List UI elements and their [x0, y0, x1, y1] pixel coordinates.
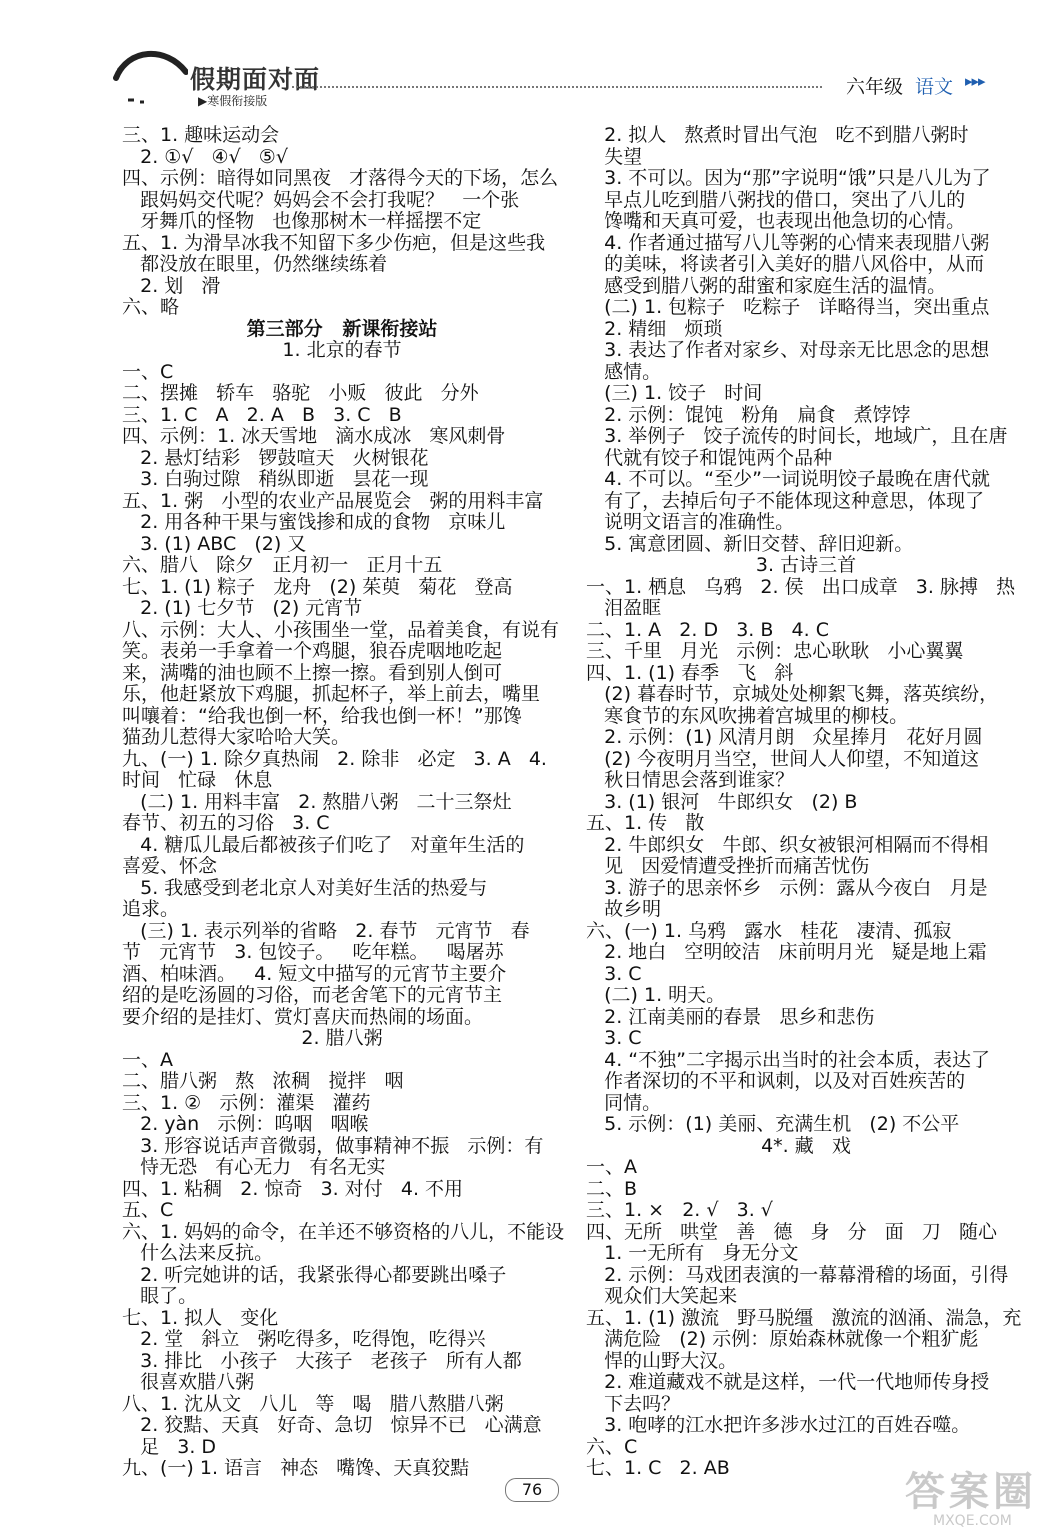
lesson-title: 3. 古诗三首	[755, 554, 857, 576]
answer-line: 跟妈妈交代呢？妈妈会不会打我呢？ 一个张	[122, 188, 520, 211]
answer-line: 3. 举例子 饺子流传的时间长，地域广，且在唐	[586, 425, 1008, 447]
answer-column-right	[586, 125, 1026, 1480]
answer-line: 要介绍的是挂灯、赏灯喜庆而热闹的场面。	[122, 1005, 484, 1028]
page-number: 76	[505, 1478, 559, 1502]
answer-line: (二) 1. 包粽子 吃粽子 详略得当，突出重点	[586, 296, 990, 318]
answer-line: 恃无恐 有心无力 有名无实	[122, 1156, 386, 1178]
answer-line: 故乡明	[586, 898, 662, 920]
answer-line: 四、无所 哄堂 善 德 身 分 面 刀 随心	[586, 1220, 997, 1243]
answer-line: 节 元宵节 3. 包饺子。 吃年糕。 喝屠苏	[122, 941, 504, 963]
answer-line: 三、1. 趣味运动会	[122, 124, 280, 146]
answer-line: 4. 不可以。“至少”一词说明饺子最晚在唐代就	[586, 468, 990, 490]
answer-line: 时间 忙碌 休息	[122, 769, 273, 791]
answer-line: 追求。	[122, 898, 180, 920]
header-arrows-icon: ▸▸▸	[965, 72, 985, 90]
answer-line: 一、A	[122, 1048, 173, 1071]
answer-line: 来，满嘴的油也顾不上擦一擦。看到别人倒可	[122, 661, 503, 684]
answer-line: 二、1. A 2. D 3. B 4. C	[586, 618, 829, 641]
answer-column-left	[122, 124, 565, 1480]
answer-line: 眼了。	[122, 1285, 198, 1307]
answer-line: 2. 用各种干果与蜜饯掺和成的食物 京味儿	[122, 511, 506, 533]
answer-line: 2. yàn 示例：呜咽 咽喉	[122, 1113, 369, 1135]
answer-line: 5. 示例：(1) 美丽、充满生机 (2) 不公平	[586, 1113, 960, 1135]
answer-line: 五、1. 传 散	[586, 812, 705, 834]
answer-line: 说明文语言的准确性。	[586, 511, 795, 533]
answer-line: 四、示例：暗得如同黑夜 才落得今天的下场，怎么	[122, 167, 559, 189]
answer-line: 2. ①√ ④√ ⑤√	[122, 145, 288, 168]
answer-line: 满危险 (2) 示例：原始森林就像一个粗犷彪	[586, 1328, 979, 1350]
brand-title: 假期面对面	[190, 65, 321, 94]
answer-line: 2. 精细 烦琐	[586, 317, 723, 340]
answer-line: (2) 今夜明月当空，世间人人仰望，不知道这	[586, 747, 980, 770]
answer-line: 代就有饺子和馄饨两个品种	[586, 446, 833, 469]
answer-line: 2. 听完她讲的话，我紧张得心都要跳出嗓子	[122, 1263, 507, 1286]
lesson-title: 4*. 藏 戏	[761, 1134, 851, 1157]
answer-line: 九、(一) 1. 语言 神态 嘴馋、天真狡黠	[122, 1457, 470, 1479]
answer-line: 有了，去掉后句子不能体现这种意思，体现了	[586, 489, 985, 512]
answer-line: 3. 游子的思亲怀乡 示例：露从今夜白 月是	[586, 876, 988, 899]
section-title: 第三部分 新课衔接站	[246, 317, 438, 340]
answer-line: 3. 排比 小孩子 大孩子 老孩子 所有人都	[122, 1349, 522, 1372]
answer-line: 叫嚷着：“给我也倒一杯，给我也倒一杯！”那馋	[122, 704, 522, 727]
answer-line: 的美味，将读者引入美好的腊八风俗中，从而	[586, 253, 985, 275]
answer-line: 3. 白驹过隙 稍纵即逝 昙花一现	[122, 468, 429, 490]
answer-line: 五、C	[122, 1199, 174, 1221]
watermark-logo: 答案圈	[905, 1469, 1037, 1515]
answer-line: 三、千里 月光 示例：忠心耿耿 小心翼翼	[586, 640, 964, 662]
answer-line: 酒、柏味酒。 4. 短文中描写的元宵节主要介	[122, 962, 507, 985]
answer-line: 二、腊八粥 熬 浓稠 搅拌 咽	[122, 1070, 404, 1092]
answer-line: 早点儿吃到腊八粥找的借口，突出了八儿的	[586, 188, 966, 211]
answer-line: 九、(一) 1. 除夕真热闹 2. 除非 必定 3. A 4.	[122, 747, 547, 770]
answer-line: 作者深切的不平和讽刺，以及对百姓疾苦的	[586, 1070, 966, 1092]
answer-line: 3. (1) 银河 牛郎织女 (2) B	[586, 790, 858, 813]
answer-line: 4. 作者通过描写八儿等粥的心情来表现腊八粥	[586, 231, 990, 254]
answer-line: 牙舞爪的怪物 也像那树木一样摇摆不定	[122, 210, 482, 232]
answer-line: 很喜欢腊八粥	[122, 1371, 255, 1393]
answer-line: 绍的是吃汤圆的习俗，而老舍笔下的元宵节主	[122, 984, 503, 1006]
answer-line: 见 因爱情遭受挫折而痛苦忧伤	[586, 855, 870, 877]
answer-line: 六、腊八 除夕 正月初一 正月十五	[122, 554, 443, 576]
answer-line: 足 3. D	[122, 1435, 217, 1458]
answer-line: 三、1. × 2. √ 3. √	[586, 1199, 773, 1221]
answer-line: 2. 地白 空明皎洁 床前明月光 疑是地上霜	[586, 941, 987, 963]
answer-line: 乐，他赶紧放下鸡腿，抓起杯子，举上前去，嘴里	[122, 683, 541, 705]
answer-line: 八、1. 沈从文 八儿 等 喝 腊八熬腊八粥	[122, 1392, 504, 1415]
answer-line: 观众们大笑起来	[586, 1285, 738, 1307]
answer-line: 2. 示例：马戏团表演的一幕幕滑稽的场面，引得	[586, 1263, 1009, 1286]
answer-line: 2. (1) 七夕节 (2) 元宵节	[122, 597, 363, 619]
answer-line: 悍的山野大汉。	[586, 1349, 738, 1372]
answer-line: 七、1. (1) 粽子 龙舟 (2) 茱萸 菊花 登高	[122, 575, 513, 598]
answer-line: 下去吗？	[586, 1392, 681, 1415]
answer-line: 同情。	[586, 1091, 662, 1114]
answer-line: 寒食节的东风吹拂着宫城里的柳枝。	[586, 704, 909, 727]
answer-line: 2. 江南美丽的春景 思乡和悲伤	[586, 1005, 875, 1028]
answer-line: 什么法来反抗。	[122, 1242, 274, 1264]
answer-line: 六、略	[122, 296, 180, 318]
answer-line: 二、摆摊 轿车 骆驼 小贩 彼此 分外	[122, 382, 479, 404]
answer-line: (二) 1. 用料丰富 2. 熬腊八粥 二十三祭灶	[122, 790, 512, 813]
answer-line: 感情。	[586, 360, 662, 383]
answer-line: (三) 1. 饺子 时间	[586, 382, 763, 404]
answer-line: 1. 一无所有 身无分文	[586, 1242, 799, 1264]
answer-line: 秋日情思会落到谁家？	[586, 769, 795, 791]
answer-line: 一、1. 栖息 乌鸦 2. 侯 出口成章 3. 脉搏 热	[586, 575, 1016, 598]
answer-line: 七、1. 拟人 变化	[122, 1306, 279, 1329]
answer-line: 馋嘴和天真可爱，也表现出他急切的心情。	[586, 210, 966, 232]
answer-line: 八、示例：大人、小孩围坐一堂，品着美食，有说有	[122, 618, 560, 641]
header-dotted-rule	[292, 86, 822, 88]
answer-line: 2. 划 滑	[122, 274, 221, 297]
brand-swoosh-icon	[108, 42, 188, 112]
answer-line: 一、C	[122, 360, 174, 383]
answer-line: 六、C	[586, 1435, 638, 1458]
answer-line: 2. 狡黠、天真 好奇、急切 惊异不已 心满意	[122, 1414, 542, 1436]
answer-line: 2. 示例：(1) 风清月朗 众星捧月 花好月圆	[586, 726, 983, 748]
answer-line: 5. 我感受到老北京人对美好生活的热爱与	[122, 876, 488, 899]
answer-line: 都没放在眼里，仍然继续练着	[122, 253, 388, 275]
answer-line: 六、(一) 1. 乌鸦 露水 桂花 凄清、孤寂	[586, 919, 952, 942]
answer-line: 3. 形容说话声音微弱，做事精神不振 示例：有	[122, 1134, 544, 1157]
page-header	[0, 0, 1064, 125]
answer-line: 2. 悬灯结彩 锣鼓喧天 火树银花	[122, 446, 429, 469]
answer-line: 泪盈眶	[586, 597, 662, 619]
answer-line: 笑。表弟一手拿着一个鸡腿，狼吞虎咽地吃起	[122, 640, 503, 662]
answer-line: 猫劲儿惹得大家哈哈大笑。	[122, 726, 351, 748]
answer-line: (2) 暮春时节，京城处处柳絮飞舞，落英缤纷，	[586, 683, 999, 705]
answer-line: 3. C	[586, 1027, 642, 1049]
answer-line: 4. “不独”二字揭示出当时的社会本质，表达了	[586, 1048, 990, 1071]
answer-line: 2. 拟人 熬煮时冒出气泡 吃不到腊八粥时	[586, 124, 969, 146]
answer-line: 4. 糖瓜儿最后都被孩子们吃了 对童年生活的	[122, 833, 525, 856]
answer-line: 喜爱、怀念	[122, 855, 218, 877]
answer-line: 五、1. (1) 激流 野马脱缰 激流的汹涌、湍急，充	[586, 1306, 1022, 1329]
answer-line: 四、1. (1) 春季 飞 斜	[586, 661, 794, 684]
answer-line: 3. 咆哮的江水把许多涉水过江的百姓吞噬。	[586, 1414, 971, 1436]
answer-line: (三) 1. 表示列举的省略 2. 春节 元宵节 春	[122, 919, 530, 942]
answer-line: 春节、初五的习俗 3. C	[122, 812, 330, 834]
answer-line: 2. 难道藏戏不就是这样，一代一代地师传身授	[586, 1371, 990, 1393]
answer-line: 四、1. 粘稠 2. 惊奇 3. 对付 4. 不用	[122, 1177, 464, 1200]
answer-line: 感受到腊八粥的甜蜜和家庭生活的温情。	[586, 274, 947, 297]
watermark-url: MXQE.COM	[933, 1513, 1012, 1529]
lesson-title: 2. 腊八粥	[301, 1027, 383, 1049]
answer-line: 一、A	[586, 1156, 637, 1178]
answer-line: (二) 1. 明天。	[586, 984, 726, 1006]
answer-line: 3. C	[586, 962, 642, 985]
answer-line: 四、示例：1. 冰天雪地 滴水成冰 寒风刺骨	[122, 425, 506, 447]
answer-line: 六、1. 妈妈的命令，在羊还不够资格的八儿，不能设	[122, 1220, 565, 1243]
watermark	[905, 1460, 1037, 1529]
brand-subtitle: ▶寒假衔接版	[198, 94, 268, 108]
answer-line: 三、1. ② 示例：灌渠 灌药	[122, 1091, 371, 1114]
answer-line: 3. 表达了作者对家乡、对母亲无比思念的思想	[586, 339, 990, 361]
answer-line: 二、B	[586, 1177, 638, 1200]
answer-line: 2. 堂 斜立 粥吃得多，吃得饱，吃得兴	[122, 1328, 486, 1350]
grade-label: 六年级	[846, 76, 904, 98]
answer-line: 七、1. C 2. AB	[586, 1457, 730, 1479]
answer-line: 2. 示例：馄饨 粉角 扁食 煮饽饽	[586, 403, 911, 426]
answer-line: 失望	[586, 145, 643, 168]
answer-line: 五、1. 为滑旱冰我不知留下多少伤疤，但是这些我	[122, 231, 546, 254]
answer-line: 3. 不可以。因为“那”字说明“饿”只是八儿为了	[586, 167, 991, 189]
lesson-title: 1. 北京的春节	[282, 339, 402, 361]
answer-line: 五、1. 粥 小型的农业产品展览会 粥的用料丰富	[122, 489, 544, 512]
answer-line: 三、1. C A 2. A B 3. C B	[122, 403, 402, 426]
subject-label: 语文	[915, 76, 954, 98]
answer-line: 3. (1) ABC (2) 又	[122, 532, 307, 555]
answer-line: 5. 寓意团圆、新旧交替、辞旧迎新。	[586, 532, 914, 555]
answer-line: 2. 牛郎织女 牛郎、织女被银河相隔而不得相	[586, 833, 989, 856]
